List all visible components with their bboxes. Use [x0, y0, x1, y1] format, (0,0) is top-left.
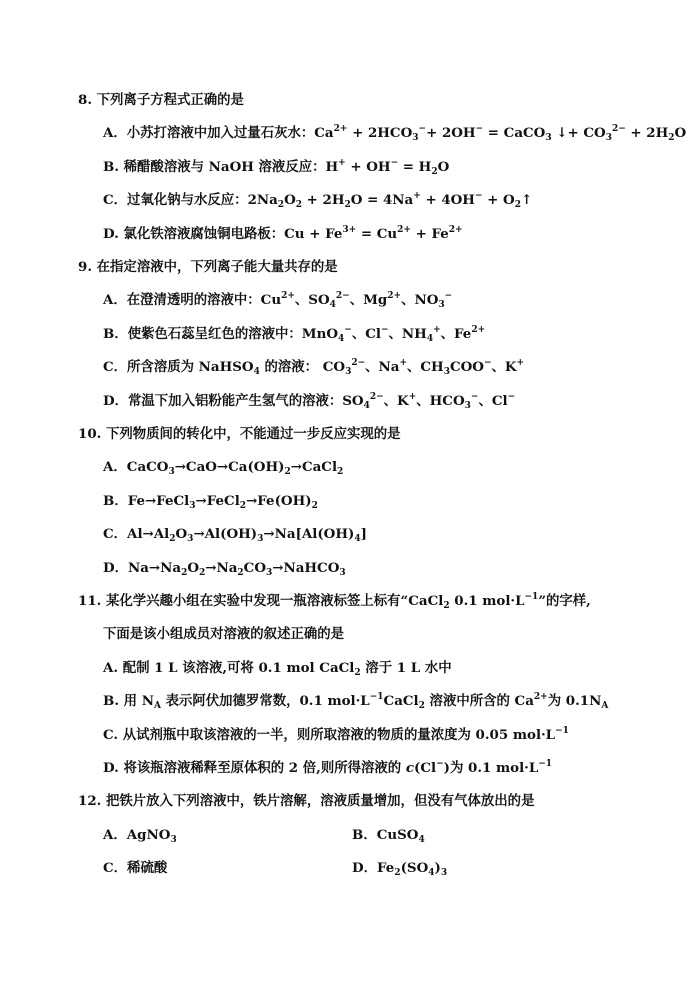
question-11-option-b: B. 用 $N_A$ 表示阿伏加德罗常数，0.1 $mol\cdot L^{-1}CaCl_2$ 溶液中所含的 $Ca^{2+}$为 $0.1N_A$	[103, 692, 609, 711]
question-10-stem: 10. 下列物质间的转化中，不能通过一步反应实现的是	[78, 426, 401, 442]
question-10-option-a: A．$CaCO_3\to CaO\to Ca(OH)_2\to CaCl_2$	[103, 459, 344, 477]
question-10-option-c: C．$Al\to Al_2O_3\to Al(OH)_3\to Na[Al(OH)_4]$	[103, 526, 367, 544]
question-10-option-b: B．$Fe\to FeCl_3\to FeCl_2\to Fe(OH)_2$	[103, 493, 318, 511]
question-11-option-a: A. 配制 1 L 该溶液,可将 0.1 mol CaCl$_2$ 溶于 1 L 水中	[103, 660, 452, 678]
question-9-option-b: B．使紫色石蕊呈红色的溶液中：MnO$_4$−、Cl−、$NH_4^+$、$Fe^{2+}$	[103, 325, 486, 344]
question-11-stem: 11. 某化学兴趣小组在实验中发现一瓶溶液标签上标有“CaCl$_2$ 0.1 $mol\cdot L^{-1}$”的字样,	[78, 592, 591, 611]
question-8-option-a: A．小苏打溶液中加入过量石灰水：$Ca^{2+} + 2HCO_3^-+ 2OH^-$ = CaCO$_3$ ↓+ $CO_3^{2-} + 2H_2O$	[103, 124, 687, 143]
question-11-option-c: C. 从试剂瓶中取该溶液的一半，则所取溶液的物质的量浓度为 0.05 $mol\cdot L^{-1}$	[103, 726, 569, 743]
question-12-option-c: C．稀硫酸	[103, 860, 168, 876]
question-8-stem: 8. 下列离子方程式正确的是	[78, 92, 244, 108]
question-8-option-c: C．过氧化钠与水反应：$2Na_2O_2 + 2H_2O = 4Na^+ + 4OH^-$ + $O_2↑$	[103, 191, 533, 210]
question-9-option-a: A．在澄清透明的溶液中：$Cu^{2+}$、$SO_4^{2-}$、$Mg^{2+}$、$NO_3^-$	[103, 291, 453, 310]
question-11-stem-continued: 下面是该小组成员对溶液的叙述正确的是	[103, 626, 345, 642]
question-9-stem: 9. 在指定溶液中，下列离子能大量共存的是	[78, 259, 338, 275]
question-12-option-d: D．$Fe_2(SO_4)_3$	[352, 860, 448, 878]
question-11-option-d: D. 将该瓶溶液稀释至原体积的 2 倍,则所得溶液的 c(Cl−)为 0.1 $mol\cdot L^{-1}$	[103, 759, 553, 776]
question-12-stem: 12. 把铁片放入下列溶液中，铁片溶解，溶液质量增加，但没有气体放出的是	[78, 793, 535, 809]
question-8-option-b: B. 稀醋酸溶液与 NaOH 溶液反应：$H^+ + OH^- = H_2O$	[103, 158, 450, 177]
question-12-option-a: A．AgNO$_3$	[103, 827, 177, 845]
question-8-option-d: D. 氯化铁溶液腐蚀铜电路板：$Cu + Fe^{3+} = Cu^{2+} + Fe^{2+}$	[103, 225, 463, 242]
question-12-option-b: B．CuSO$_4$	[352, 827, 425, 845]
question-10-option-d: D．$Na\to Na_2O_2\to Na_2CO_3\to NaHCO_3$	[103, 560, 346, 578]
question-9-option-c: C．所含溶质为 NaHSO$_4$ 的溶液： $CO_3^{2-}$、Na+、$CH_3COO^-$、K+	[103, 358, 525, 377]
question-9-option-d: D．常温下加入铝粉能产生氢气的溶液：$SO_4^{2-}$、K+、$HCO_3^-$、Cl−	[103, 392, 516, 411]
